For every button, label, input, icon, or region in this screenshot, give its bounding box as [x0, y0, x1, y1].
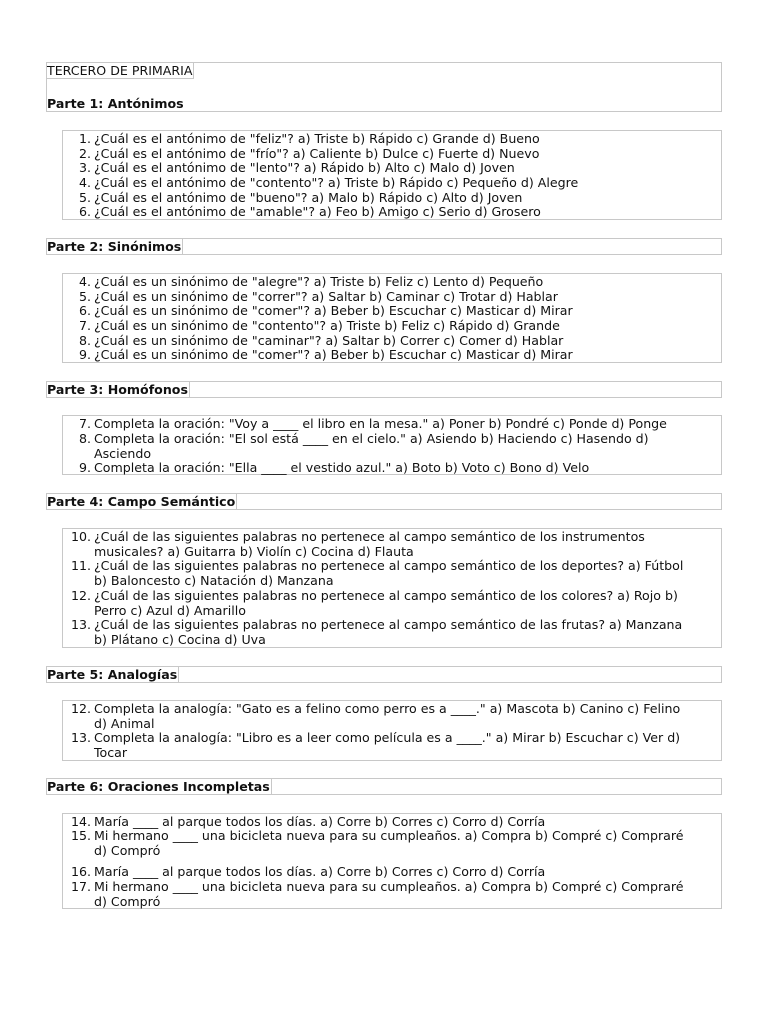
- section-heading-homofonos: Parte 3: Homófonos: [47, 382, 188, 397]
- section-heading-campo-semantico: Parte 4: Campo Semántico: [47, 494, 236, 509]
- item-text: ¿Cuál de las siguientes palabras no pertenece al campo semántico de las frutas? a) Manzana b) Plátano c) Cocina d) Uva: [94, 617, 683, 647]
- item-number: 2.: [78, 146, 91, 161]
- item-text: María ____ al parque todos los días. a) Corre b) Corres c) Corro d) Corría: [94, 864, 546, 879]
- item-text: ¿Cuál es un sinónimo de "contento"? a) Triste b) Feliz c) Rápido d) Grande: [94, 318, 560, 333]
- item-text: Completa la analogía: "Libro es a leer como película es a ____." a) Mirar b) Escuchar c) Ver d) Tocar: [94, 730, 681, 760]
- section-heading-antonimos: Parte 1: Antónimos: [47, 96, 184, 111]
- item-text: ¿Cuál es un sinónimo de "alegre"? a) Triste b) Feliz c) Lento d) Pequeño: [94, 274, 544, 289]
- question-list-antonimos: [62, 130, 722, 220]
- item-text: ¿Cuál es el antónimo de "lento"? a) Rápido b) Alto c) Malo d) Joven: [94, 160, 515, 175]
- item-text: ¿Cuál es el antónimo de "amable"? a) Feo b) Amigo c) Serio d) Grosero: [94, 204, 541, 219]
- item-number: 7.: [78, 318, 91, 333]
- item-number: 13.: [70, 617, 91, 632]
- item-number: 14.: [70, 814, 91, 829]
- item-text: Completa la oración: "Voy a ____ el libro en la mesa." a) Poner b) Pondré c) Ponde d) Ponge: [94, 416, 667, 431]
- item-text: ¿Cuál es un sinónimo de "comer"? a) Beber b) Escuchar c) Masticar d) Mirar: [94, 303, 573, 318]
- question-list-analogias: [62, 700, 722, 761]
- item-text: ¿Cuál es un sinónimo de "correr"? a) Saltar b) Caminar c) Trotar d) Hablar: [94, 289, 558, 304]
- item-text: Mi hermano ____ una bicicleta nueva para su cumpleaños. a) Compra b) Compré c) Compraré d) Compró: [94, 879, 684, 909]
- question-list-campo-semantico: [62, 528, 722, 648]
- item-text: ¿Cuál de las siguientes palabras no pertenece al campo semántico de los instrumentos musicales? a) Guitarra b) Violín c) Cocina d) Flauta: [94, 529, 645, 559]
- item-number: 3.: [78, 160, 91, 175]
- item-number: 9.: [78, 347, 91, 362]
- question-list-homofonos: [62, 415, 722, 475]
- section-heading-analogias: Parte 5: Analogías: [47, 667, 178, 682]
- item-number: 4.: [78, 274, 91, 289]
- item-text: ¿Cuál es el antónimo de "frío"? a) Caliente b) Dulce c) Fuerte d) Nuevo: [94, 146, 540, 161]
- item-number: 17.: [70, 879, 91, 894]
- question-list-oraciones-incompletas: [62, 813, 722, 909]
- item-text: ¿Cuál de las siguientes palabras no pertenece al campo semántico de los deportes? a) Fútbol b) Baloncesto c) Natación d) Manzana: [94, 558, 684, 588]
- item-number: 4.: [78, 175, 91, 190]
- item-number: 8.: [78, 333, 91, 348]
- item-text: ¿Cuál es el antónimo de "feliz"? a) Triste b) Rápido c) Grande d) Bueno: [94, 131, 540, 146]
- question-list-sinonimos: [62, 273, 722, 363]
- item-text: Mi hermano ____ una bicicleta nueva para su cumpleaños. a) Compra b) Compré c) Compraré d) Compró: [94, 828, 684, 858]
- item-number: 5.: [78, 190, 91, 205]
- item-number: 13.: [70, 730, 91, 745]
- item-text: María ____ al parque todos los días. a) Corre b) Corres c) Corro d) Corría: [94, 814, 546, 829]
- item-text: ¿Cuál de las siguientes palabras no pertenece al campo semántico de los colores? a) Rojo b) Perro c) Azul d) Amarillo: [94, 588, 678, 618]
- item-text: ¿Cuál es un sinónimo de "comer"? a) Beber b) Escuchar c) Masticar d) Mirar: [94, 347, 573, 362]
- item-text: Completa la analogía: "Gato es a felino como perro es a ____." a) Mascota b) Canino c) Felino d) Animal: [94, 701, 681, 731]
- item-number: 11.: [70, 558, 91, 573]
- item-number: 6.: [78, 303, 91, 318]
- item-number: 6.: [78, 204, 91, 219]
- section-heading-sinonimos: Parte 2: Sinónimos: [47, 239, 182, 254]
- item-text: ¿Cuál es el antónimo de "bueno"? a) Malo b) Rápido c) Alto d) Joven: [94, 190, 523, 205]
- item-number: 12.: [70, 588, 91, 603]
- item-text: Completa la oración: "El sol está ____ en el cielo." a) Asiendo b) Haciendo c) Hasendo d) Asciendo: [94, 431, 649, 461]
- item-number: 16.: [70, 864, 91, 879]
- item-number: 7.: [78, 416, 91, 431]
- item-number: 5.: [78, 289, 91, 304]
- page-title: TERCERO DE PRIMARIA: [47, 63, 193, 78]
- item-number: 12.: [70, 701, 91, 716]
- item-number: 10.: [70, 529, 91, 544]
- section-heading-oraciones-incompletas: Parte 6: Oraciones Incompletas: [47, 779, 270, 794]
- item-number: 9.: [78, 460, 91, 475]
- item-text: Completa la oración: "Ella ____ el vestido azul." a) Boto b) Voto c) Bono d) Velo: [94, 460, 590, 475]
- item-text: ¿Cuál es un sinónimo de "caminar"? a) Saltar b) Correr c) Comer d) Hablar: [94, 333, 564, 348]
- item-number: 1.: [78, 131, 91, 146]
- item-text: ¿Cuál es el antónimo de "contento"? a) Triste b) Rápido c) Pequeño d) Alegre: [94, 175, 579, 190]
- item-number: 15.: [70, 828, 91, 843]
- item-number: 8.: [78, 431, 91, 446]
